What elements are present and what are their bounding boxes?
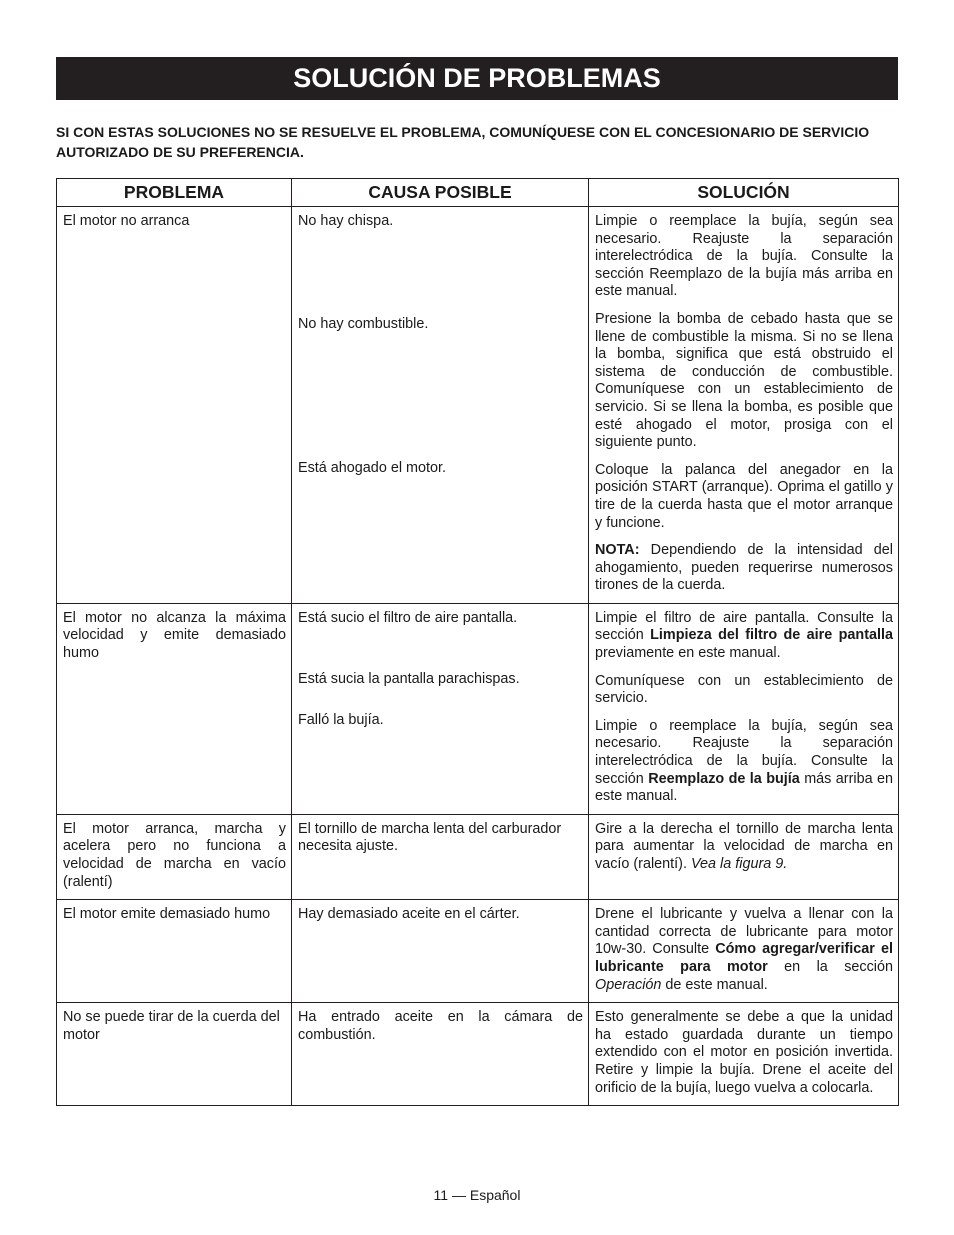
table-row (57, 207, 899, 604)
cause-text: El tornillo de marcha lenta del carburador necesita ajuste. (298, 820, 562, 855)
cause-text: No hay combustible. (298, 316, 429, 332)
solution-text: Limpie o reemplace la bujía, según sea necesario. Reajuste la separación interelectródica de la bujía. Consulte la sección Reemplazo de la bujía más arriba en este manual. (595, 213, 893, 300)
table-row (57, 900, 899, 1003)
solution-text-part: previamente en este manual. (595, 645, 781, 662)
problem-cell (57, 814, 292, 899)
solution-text-part: Limpie o reemplace la bujía, según sea necesario. Reajuste la separación interelectródica de la bujía. Consulte la sección (595, 717, 893, 787)
cause-cell (292, 900, 589, 1003)
solution-text-part: en la sección (767, 958, 893, 975)
page-title-bar (56, 57, 898, 100)
solution-text: Presione la bomba de cebado hasta que se llene de combustible la misma. Si no se llena la bomba, significa que está obstruido el sistema de conducción de combustible. Comuníquese con un establecimiento de servicio. Si se llena la bomba, es posible que esté ahogado el motor, prosiga con el siguiente punto. (595, 310, 893, 451)
problem-text: El motor no arranca (63, 213, 190, 229)
table-row (57, 1003, 899, 1106)
cause-text: Falló la bujía. (298, 711, 384, 728)
solution-text-part: de este manual. (661, 976, 768, 993)
note-text (595, 542, 893, 595)
problem-text: El motor no alcanza la máxima velocidad y emite demasiado humo (63, 609, 286, 662)
cause-text: Hay demasiado aceite en el cárter. (298, 906, 520, 923)
cause-text: Está ahogado el motor. (298, 460, 447, 476)
header-problem: PROBLEMA (57, 179, 292, 207)
problem-cell (57, 603, 292, 814)
cause-cell (292, 1003, 589, 1106)
solution-text-italic: Vea la figura 9. (690, 856, 788, 872)
solution-text-italic: Operación (595, 976, 662, 993)
solution-text: Esto generalmente se debe a que la unidad ha estado guardada durante un tiempo extendido con el motor en posición invertida. Retire y limpie la bujía. Drene el aceite del orificio de la bujía, luego vuelva a colocarla. (595, 1009, 893, 1096)
solution-text (595, 906, 893, 994)
cause-text: Está sucio el filtro de aire pantalla. (298, 609, 518, 626)
problem-cell (57, 1003, 292, 1106)
solution-cell (589, 1003, 899, 1106)
solution-cell (589, 207, 899, 604)
solution-text-bold: Cómo agregar/verificar el lubricante para motor (595, 941, 893, 975)
solution-text: Comuníquese con un establecimiento de servicio. (595, 672, 893, 707)
solution-cell (589, 814, 899, 899)
page-footer: 11 — Español (433, 1187, 521, 1203)
header-solution: SOLUCIÓN (589, 179, 899, 207)
solution-cell (589, 900, 899, 1003)
solution-cell (589, 603, 899, 814)
problem-cell (57, 900, 292, 1003)
cause-text: Ha entrado aceite en la cámara de combustión. (298, 1009, 583, 1043)
cause-text: Está sucia la pantalla parachispas. (298, 670, 520, 687)
troubleshooting-table (56, 178, 899, 1106)
problem-text: No se puede tirar de la cuerda del motor (63, 1009, 280, 1043)
page-title: SOLUCIÓN DE PROBLEMAS (293, 63, 661, 93)
cause-cell (292, 603, 589, 814)
table-header-row (57, 179, 899, 207)
solution-text (595, 610, 893, 663)
solution-text-part: Gire a la derecha el tornillo de marcha lenta para aumentar la velocidad de marcha en vacío (ralentí). (595, 820, 893, 872)
note-body: Dependiendo de la intensidad del ahogamiento, pueden requerirse numerosos tirones de la cuerda. (595, 542, 893, 594)
table-row (57, 603, 899, 814)
intro-warning: SI CON ESTAS SOLUCIONES NO SE RESUELVE EL PROBLEMA, COMUNÍQUESE CON EL CONCESIONARIO DE SERVICIO AUTORIZADO DE SU PREFERENCIA. (56, 124, 870, 160)
header-cause: CAUSA POSIBLE (292, 179, 589, 207)
cause-cell (292, 207, 589, 604)
cause-text: No hay chispa. (298, 213, 394, 229)
problem-text: El motor emite demasiado humo (63, 906, 271, 923)
solution-text-bold: Limpieza del filtro de aire pantalla (650, 627, 893, 644)
solution-text-bold: Reemplazo de la bujía (648, 770, 800, 787)
solution-text-part: Limpie el filtro de aire pantalla. Consulte la sección (595, 609, 893, 644)
problem-cell (57, 207, 292, 604)
cause-cell (292, 814, 589, 899)
solution-text-part: más arriba en este manual. (595, 770, 893, 805)
solution-text: Coloque la palanca del anegador en la posición START (arranque). Oprima el gatillo y tire de la cuerda hasta que el motor arranque y funcione. (595, 461, 893, 531)
problem-text: El motor arranca, marcha y acelera pero no funciona a velocidad de marcha en vacío (ralentí) (63, 820, 286, 890)
solution-text (595, 821, 893, 874)
table-row (57, 814, 899, 899)
note-label: NOTA: (595, 542, 640, 559)
solution-text-part: Drene el lubricante y vuelva a llenar con la cantidad correcta de lubricante para motor 10w-30. Consulte (595, 906, 893, 958)
solution-text (595, 718, 893, 806)
